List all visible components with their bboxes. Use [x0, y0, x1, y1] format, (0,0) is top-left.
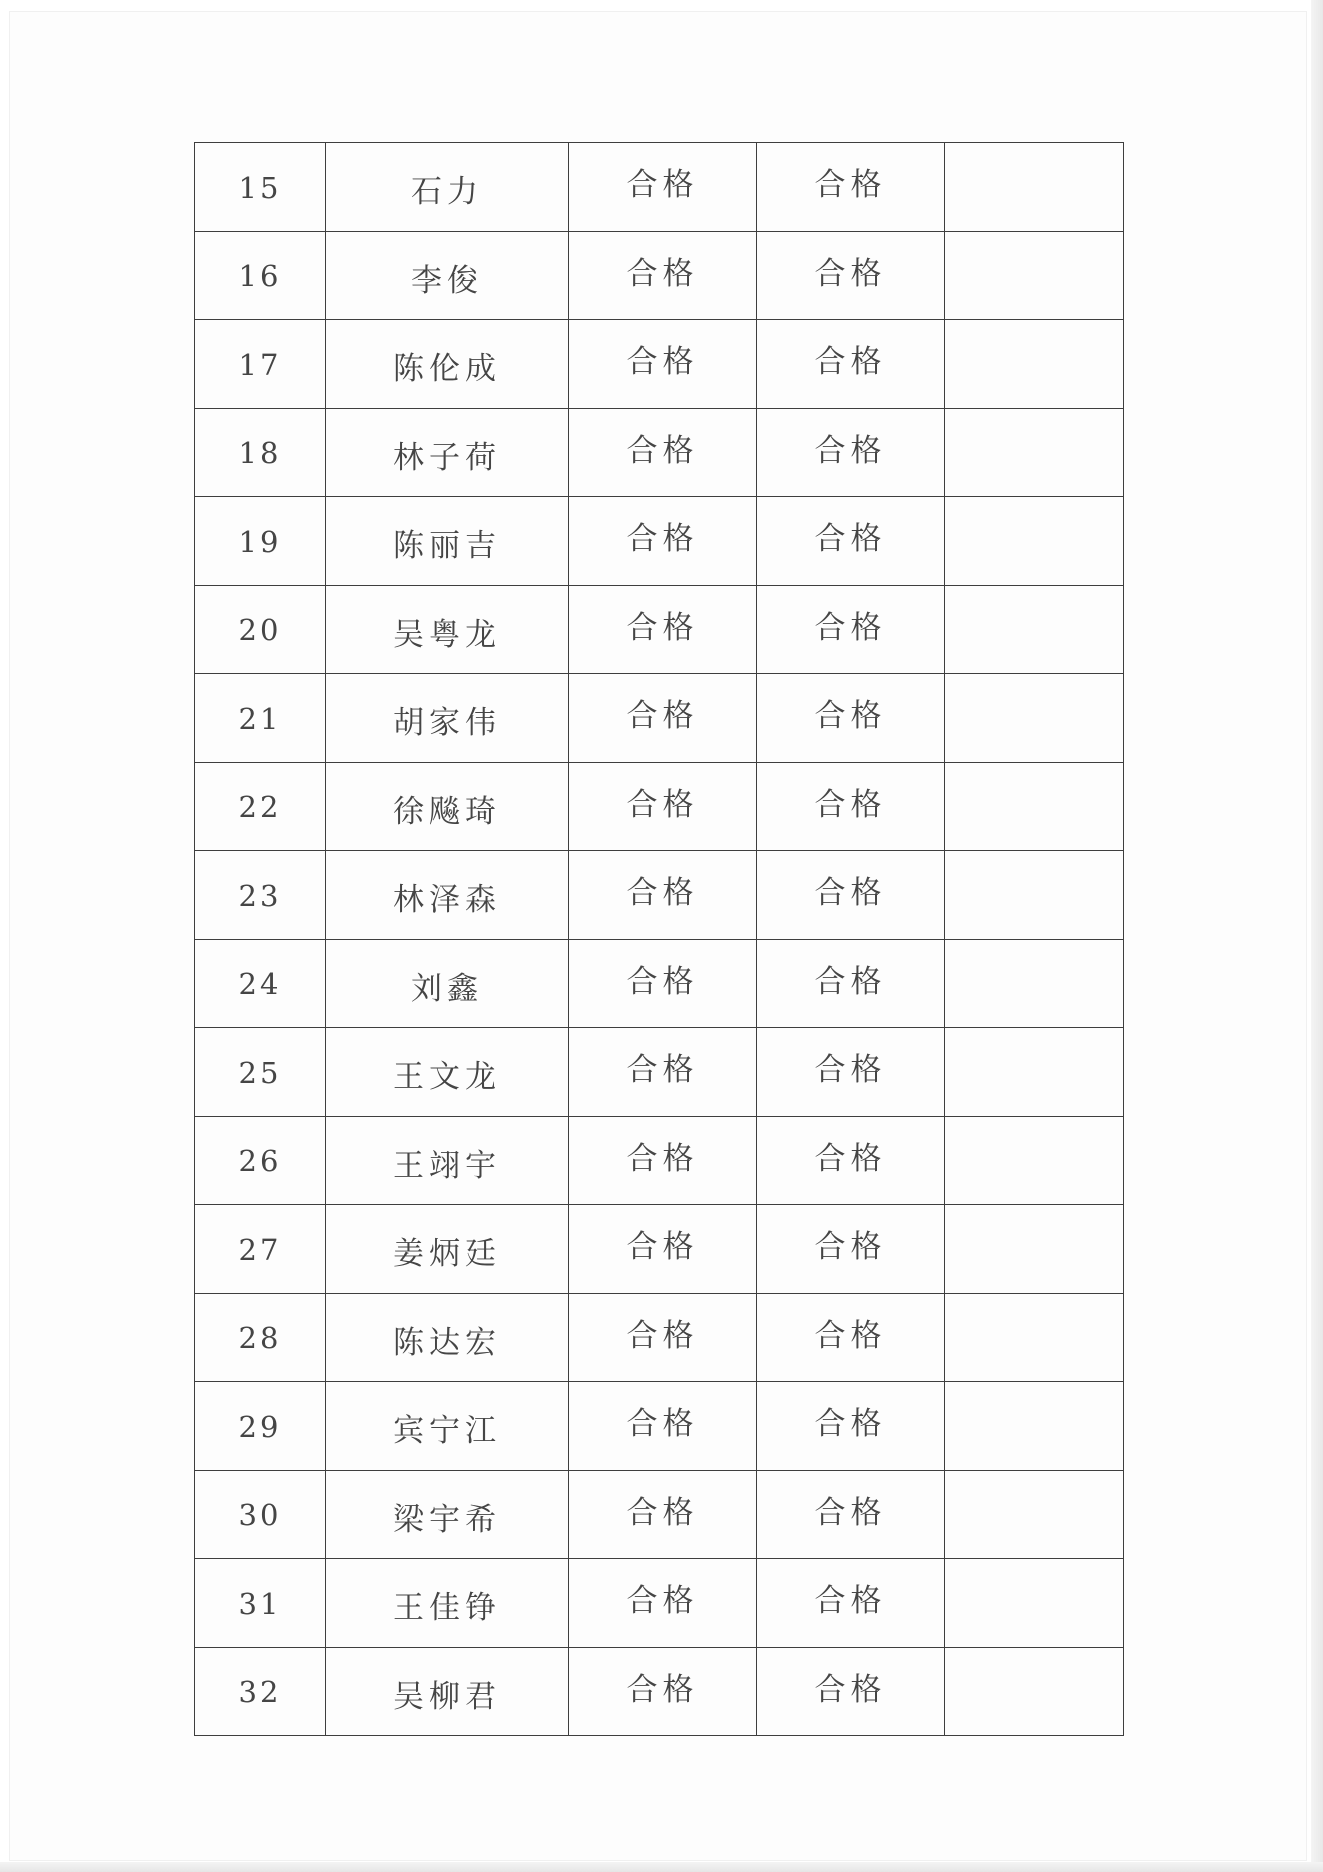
row-number: 16 [195, 231, 326, 320]
result-cell-2: 合格 [757, 320, 945, 409]
table-row [195, 143, 1124, 232]
results-table-body [195, 143, 1124, 1736]
result-cell-1: 合格 [569, 1028, 757, 1117]
person-name: 陈伦成 [326, 320, 569, 409]
person-name: 徐飚琦 [326, 762, 569, 851]
result-cell-1: 合格 [569, 143, 757, 232]
row-number: 26 [195, 1116, 326, 1205]
note-cell [945, 851, 1124, 940]
person-name: 王文龙 [326, 1028, 569, 1117]
result-cell-1: 合格 [569, 585, 757, 674]
table-row [195, 320, 1124, 409]
result-cell-2: 合格 [757, 1205, 945, 1294]
table-row [195, 408, 1124, 497]
note-cell [945, 1205, 1124, 1294]
note-cell [945, 939, 1124, 1028]
result-cell-1: 合格 [569, 497, 757, 586]
result-cell-1: 合格 [569, 939, 757, 1028]
table-row [195, 1116, 1124, 1205]
note-cell [945, 674, 1124, 763]
result-cell-2: 合格 [757, 1647, 945, 1736]
row-number: 25 [195, 1028, 326, 1117]
person-name: 梁宇希 [326, 1470, 569, 1559]
result-cell-2: 合格 [757, 231, 945, 320]
person-name: 石力 [326, 143, 569, 232]
table-row [195, 1382, 1124, 1471]
result-cell-2: 合格 [757, 1028, 945, 1117]
person-name: 陈达宏 [326, 1293, 569, 1382]
result-cell-2: 合格 [757, 1470, 945, 1559]
result-cell-2: 合格 [757, 762, 945, 851]
person-name: 宾宁江 [326, 1382, 569, 1471]
result-cell-2: 合格 [757, 1293, 945, 1382]
row-number: 19 [195, 497, 326, 586]
table-row [195, 1205, 1124, 1294]
table-row [195, 497, 1124, 586]
result-cell-1: 合格 [569, 1647, 757, 1736]
note-cell [945, 1470, 1124, 1559]
table-row [195, 1559, 1124, 1648]
result-cell-1: 合格 [569, 762, 757, 851]
result-cell-2: 合格 [757, 497, 945, 586]
table-row [195, 1647, 1124, 1736]
table-row [195, 1470, 1124, 1559]
result-cell-1: 合格 [569, 231, 757, 320]
note-cell [945, 1647, 1124, 1736]
person-name: 刘鑫 [326, 939, 569, 1028]
result-cell-1: 合格 [569, 1205, 757, 1294]
table-row [195, 1293, 1124, 1382]
row-number: 21 [195, 674, 326, 763]
result-cell-1: 合格 [569, 674, 757, 763]
row-number: 29 [195, 1382, 326, 1471]
person-name: 姜炳廷 [326, 1205, 569, 1294]
table-row [195, 585, 1124, 674]
row-number: 18 [195, 408, 326, 497]
result-cell-2: 合格 [757, 939, 945, 1028]
note-cell [945, 762, 1124, 851]
note-cell [945, 1293, 1124, 1382]
table-row [195, 851, 1124, 940]
row-number: 32 [195, 1647, 326, 1736]
row-number: 20 [195, 585, 326, 674]
person-name: 王翊宇 [326, 1116, 569, 1205]
result-cell-1: 合格 [569, 1470, 757, 1559]
row-number: 27 [195, 1205, 326, 1294]
result-cell-2: 合格 [757, 585, 945, 674]
row-number: 23 [195, 851, 326, 940]
note-cell [945, 143, 1124, 232]
result-cell-2: 合格 [757, 674, 945, 763]
table-row [195, 231, 1124, 320]
result-cell-2: 合格 [757, 1116, 945, 1205]
note-cell [945, 1028, 1124, 1117]
row-number: 30 [195, 1470, 326, 1559]
person-name: 陈丽吉 [326, 497, 569, 586]
table-row [195, 1028, 1124, 1117]
results-table [194, 142, 1124, 1736]
result-cell-1: 合格 [569, 851, 757, 940]
result-cell-1: 合格 [569, 320, 757, 409]
result-cell-2: 合格 [757, 1382, 945, 1471]
row-number: 24 [195, 939, 326, 1028]
result-cell-1: 合格 [569, 1116, 757, 1205]
row-number: 15 [195, 143, 326, 232]
note-cell [945, 231, 1124, 320]
person-name: 吴粤龙 [326, 585, 569, 674]
table-row [195, 674, 1124, 763]
note-cell [945, 1559, 1124, 1648]
note-cell [945, 585, 1124, 674]
person-name: 王佳铮 [326, 1559, 569, 1648]
table-row [195, 939, 1124, 1028]
person-name: 林泽森 [326, 851, 569, 940]
result-cell-1: 合格 [569, 1559, 757, 1648]
person-name: 李俊 [326, 231, 569, 320]
row-number: 22 [195, 762, 326, 851]
note-cell [945, 497, 1124, 586]
result-cell-2: 合格 [757, 143, 945, 232]
person-name: 胡家伟 [326, 674, 569, 763]
page-edge-right [1311, 0, 1323, 1872]
row-number: 17 [195, 320, 326, 409]
table-row [195, 762, 1124, 851]
result-cell-2: 合格 [757, 851, 945, 940]
page-edge-bottom [0, 1862, 1323, 1872]
result-cell-2: 合格 [757, 1559, 945, 1648]
person-name: 吴柳君 [326, 1647, 569, 1736]
note-cell [945, 320, 1124, 409]
person-name: 林子荷 [326, 408, 569, 497]
row-number: 31 [195, 1559, 326, 1648]
result-cell-1: 合格 [569, 1382, 757, 1471]
note-cell [945, 408, 1124, 497]
result-cell-1: 合格 [569, 408, 757, 497]
result-cell-1: 合格 [569, 1293, 757, 1382]
note-cell [945, 1382, 1124, 1471]
row-number: 28 [195, 1293, 326, 1382]
result-cell-2: 合格 [757, 408, 945, 497]
note-cell [945, 1116, 1124, 1205]
